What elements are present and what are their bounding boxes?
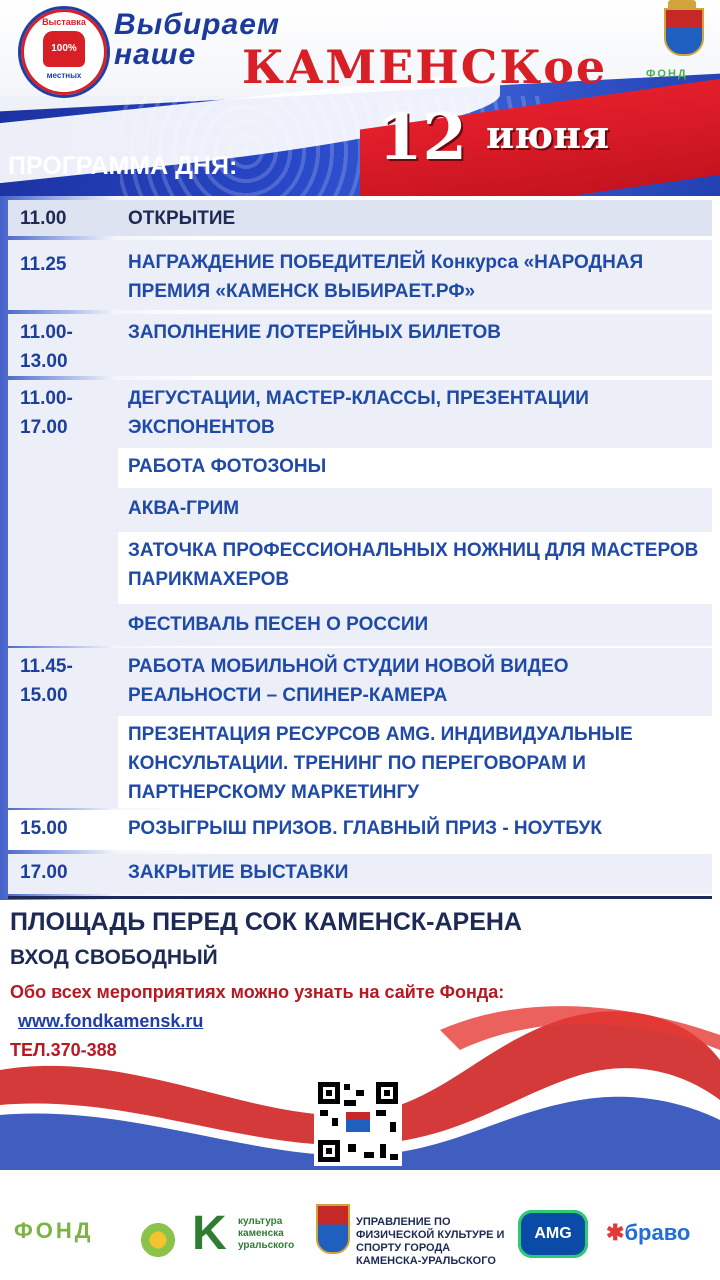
qr-module bbox=[390, 1122, 396, 1132]
schedule-time: 11.25 bbox=[20, 254, 67, 275]
qr-module bbox=[364, 1152, 374, 1158]
qr-module bbox=[332, 1118, 338, 1126]
schedule-time: 11.00-17.00 bbox=[20, 388, 73, 438]
qr-module bbox=[356, 1090, 364, 1096]
schedule-row-group bbox=[8, 648, 712, 808]
qr-module bbox=[320, 1110, 328, 1116]
qr-finder bbox=[318, 1140, 340, 1162]
qr-code[interactable] bbox=[314, 1078, 402, 1166]
schedule-row bbox=[8, 854, 712, 894]
title-line-1: Выбираем bbox=[114, 8, 281, 41]
fond-website-link[interactable]: www.fondkamensk.ru bbox=[18, 1011, 204, 1031]
title-line-3: КАМЕНСКое bbox=[242, 40, 608, 94]
qr-module bbox=[344, 1084, 350, 1090]
qr-module bbox=[390, 1154, 398, 1160]
info-note: Обо всех мероприятиях можно узнать на сайте Фонда: bbox=[10, 982, 505, 1002]
schedule-time: 17.00 bbox=[20, 862, 68, 883]
kultura-k-icon: K bbox=[192, 1207, 227, 1260]
bravo-logo bbox=[606, 1220, 690, 1246]
fond-partner-logo: ФОНД bbox=[14, 1218, 94, 1243]
qr-center-crest-icon bbox=[346, 1112, 370, 1132]
qr-module bbox=[376, 1110, 386, 1116]
star-icon: ✱ bbox=[606, 1220, 625, 1245]
schedule-event: НАГРАЖДЕНИЕ ПОБЕДИТЕЛЕЙ Конкурса «НАРОДНАЯ ПРЕМИЯ «КАМЕНСК ВЫБИРАЕТ.РФ» bbox=[128, 252, 644, 302]
schedule-event: ПРЕЗЕНТАЦИЯ РЕСУРСОВ AMG. ИНДИВИДУАЛЬНЫЕ КОНСУЛЬТАЦИИ. ТРЕНИНГ ПО ПЕРЕГОВОРАМ И ПАРТНЕРСКОМУ МАРКЕТИНГУ bbox=[118, 716, 712, 808]
badge-percent: 100% bbox=[51, 43, 77, 54]
schedule-event: РАБОТА МОБИЛЬНОЙ СТУДИИ НОВОЙ ВИДЕО РЕАЛЬНОСТИ – СПИНЕР-КАМЕРА bbox=[128, 656, 569, 706]
schedule-event: АКВА-ГРИМ bbox=[128, 498, 240, 519]
schedule-row bbox=[8, 810, 712, 850]
schedule-event: ОТКРЫТИЕ bbox=[128, 208, 236, 229]
schedule-row bbox=[8, 240, 712, 310]
kultura-logo-text: культура каменска уральского bbox=[238, 1216, 295, 1251]
bravo-logo-text: браво bbox=[624, 1220, 691, 1245]
dots-logo-icon bbox=[138, 1220, 178, 1260]
partner-logos bbox=[0, 1170, 720, 1280]
phone-number: ТЕЛ.370-388 bbox=[10, 1040, 117, 1060]
schedule-table bbox=[0, 196, 720, 900]
qr-finder bbox=[376, 1082, 398, 1104]
title-line-2: наше bbox=[114, 38, 197, 71]
event-info bbox=[0, 900, 720, 1170]
schedule-bottom-divider bbox=[8, 896, 712, 899]
header-banner bbox=[0, 0, 720, 205]
schedule-row-group bbox=[8, 380, 712, 646]
exhibition-badge-logo bbox=[18, 6, 110, 98]
amg-logo: AMG bbox=[518, 1210, 588, 1258]
badge-top-text: Выставка bbox=[42, 17, 86, 27]
schedule-event: ЗАКРЫТИЕ ВЫСТАВКИ bbox=[128, 862, 349, 883]
sport-department-logo: УПРАВЛЕНИЕ ПО ФИЗИЧЕСКОЙ КУЛЬТУРЕ И СПОРТУ ГОРОДА КАМЕНСКА-УРАЛЬСКОГО bbox=[356, 1216, 505, 1267]
schedule-event: ЗАПОЛНЕНИЕ ЛОТЕРЕЙНЫХ БИЛЕТОВ bbox=[128, 322, 502, 343]
schedule-event: РОЗЫГРЫШ ПРИЗОВ. ГЛАВНЫЙ ПРИЗ - НОУТБУК bbox=[128, 818, 602, 839]
program-title: ПРОГРАММА ДНЯ: bbox=[8, 152, 238, 180]
qr-module bbox=[344, 1100, 356, 1106]
city-crest-small-icon bbox=[316, 1204, 350, 1254]
qr-module bbox=[348, 1144, 356, 1152]
event-place: ПЛОЩАДЬ ПЕРЕД СОК КАМЕНСК-АРЕНА bbox=[10, 908, 522, 936]
entry-free: ВХОД СВОБОДНЫЙ bbox=[10, 946, 218, 969]
schedule-event: ФЕСТИВАЛЬ ПЕСЕН О РОССИИ bbox=[128, 614, 429, 635]
qr-finder bbox=[318, 1082, 340, 1104]
schedule-event: ДЕГУСТАЦИИ, МАСТЕР-КЛАССЫ, ПРЕЗЕНТАЦИИ ЭКСПОНЕНТОВ bbox=[128, 388, 589, 438]
schedule-time: 11.45-15.00 bbox=[20, 656, 73, 706]
schedule-time: 15.00 bbox=[20, 818, 68, 839]
fond-logo: ФОНД bbox=[646, 68, 688, 80]
city-crest-icon bbox=[664, 8, 704, 56]
schedule-row bbox=[8, 200, 712, 236]
schedule-event: РАБОТА ФОТОЗОНЫ bbox=[118, 448, 712, 488]
date-number: 12 bbox=[378, 100, 468, 175]
schedule-time: 11.00-13.00 bbox=[20, 322, 73, 372]
qr-module bbox=[380, 1144, 386, 1158]
date-month: июня bbox=[486, 112, 610, 157]
schedule-row bbox=[8, 314, 712, 376]
schedule-time: 11.00 bbox=[20, 208, 67, 229]
schedule-event: ЗАТОЧКА ПРОФЕССИОНАЛЬНЫХ НОЖНИЦ ДЛЯ МАСТЕРОВ ПАРИКМАХЕРОВ bbox=[118, 532, 712, 604]
badge-bottom-text: местных bbox=[46, 71, 82, 80]
